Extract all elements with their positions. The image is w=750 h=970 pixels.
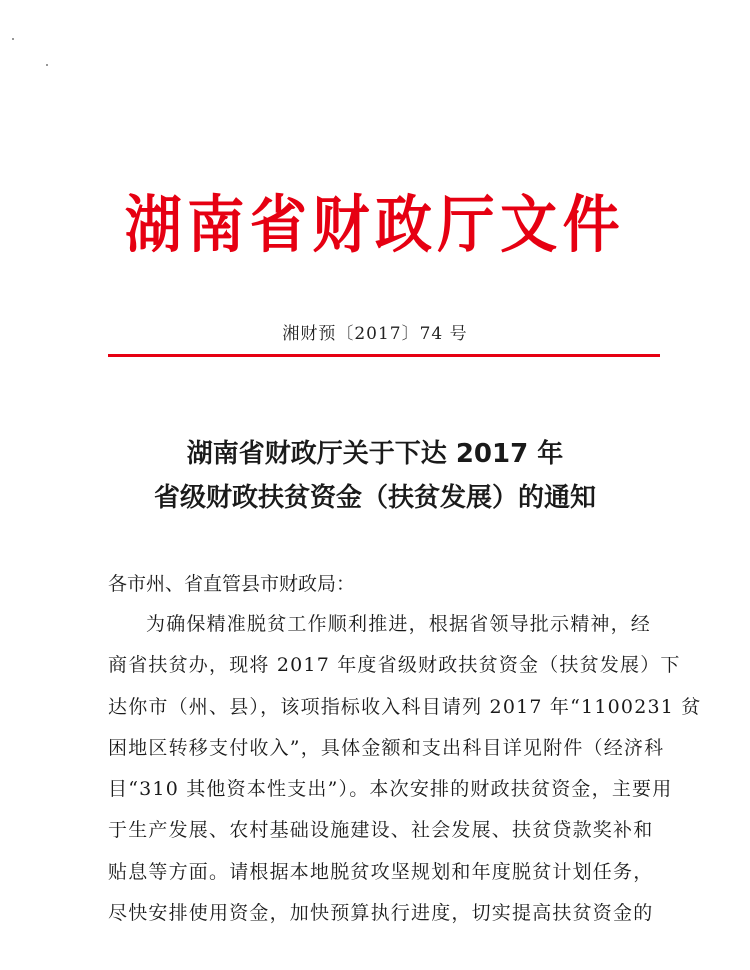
body-line: 目“310 其他资本性支出”）。本次安排的财政扶贫资金，主要用 bbox=[108, 778, 673, 801]
body-line: 商省扶贫办，现将 2017 年度省级财政扶贫资金（扶贫发展）下 bbox=[108, 654, 681, 677]
body-line: 困地区转移支付收入”，具体金额和支出科目详见附件（经济科 bbox=[108, 736, 665, 759]
body-line: 达你市（州、县），该项指标收入科目请列 2017 年“1100231 贫 bbox=[108, 695, 702, 718]
notice-title-line-2: 省级财政扶贫资金（扶贫发展）的通知 bbox=[153, 483, 596, 513]
body-line: 为确保精准脱贫工作顺利推进，根据省领导批示精神，经 bbox=[146, 613, 652, 635]
addressee: 各市州、省直管县市财政局： bbox=[108, 573, 356, 595]
red-separator-line bbox=[108, 354, 660, 357]
notice-title bbox=[0, 432, 750, 520]
body-line: 贴息等方面。请根据本地脱贫攻坚规划和年度脱贫计划任务， bbox=[108, 860, 654, 883]
document-header-title: 湖南省财政厅文件 bbox=[124, 188, 626, 261]
scan-speck bbox=[12, 38, 14, 40]
document-number: 湘财预〔2017〕74 号 bbox=[282, 324, 468, 344]
body-line: 于生产发展、农村基础设施建设、社会发展、扶贫贷款奖补和 bbox=[108, 819, 654, 842]
scan-speck bbox=[46, 64, 48, 66]
notice-title-line-1: 湖南省财政厅关于下达 2017 年 bbox=[186, 439, 564, 469]
body-paragraph bbox=[108, 604, 702, 934]
body-line: 尽快安排使用资金，加快预算执行进度，切实提高扶贫资金的 bbox=[108, 902, 654, 925]
